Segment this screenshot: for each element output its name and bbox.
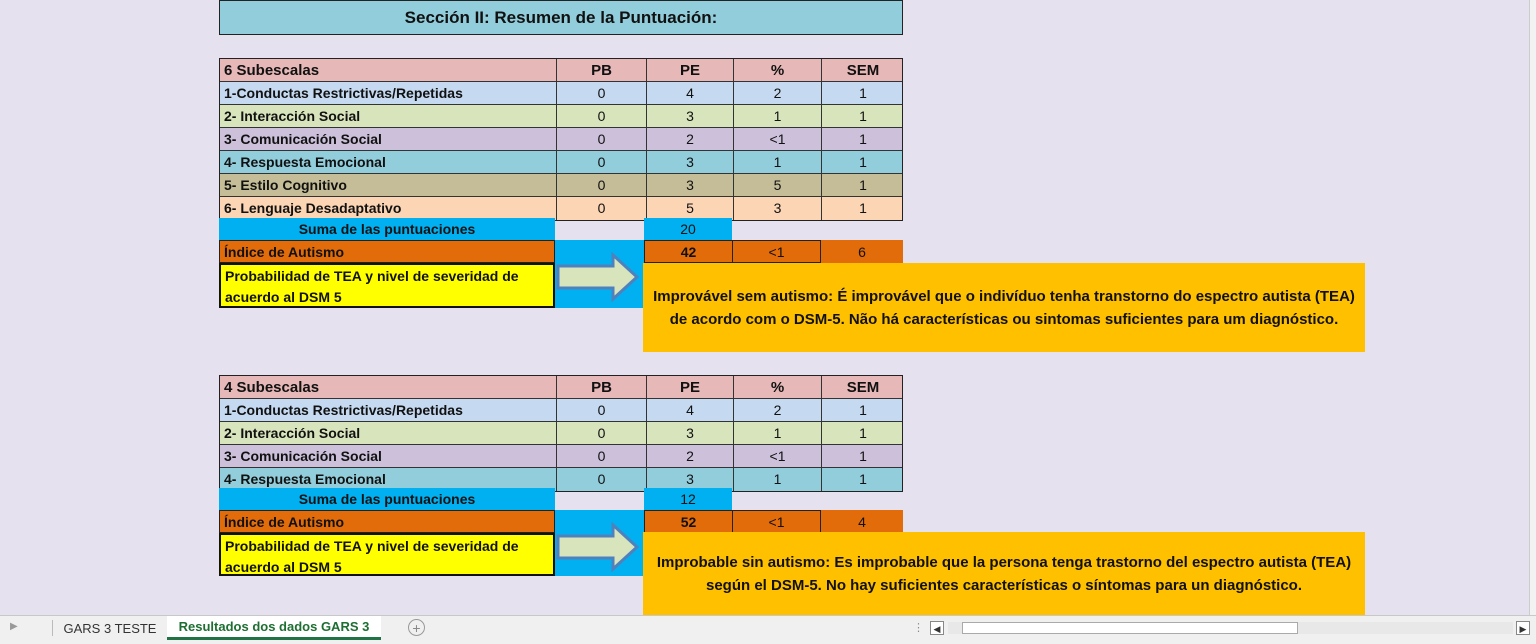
row-pct[interactable]: 2	[773, 402, 782, 418]
tab-scroll-left-icon[interactable]: ▶	[10, 621, 18, 632]
row-sem[interactable]: 1	[859, 200, 867, 216]
row-pct[interactable]: 1	[773, 108, 782, 124]
row-pct[interactable]: 2	[773, 85, 782, 101]
probability-label[interactable]: Probabilidad de TEA y nivel de severidad de acuerdo al DSM 5	[219, 263, 555, 308]
row-pe[interactable]: 4	[686, 85, 694, 101]
table-row	[220, 445, 902, 468]
table-header-row	[220, 376, 902, 399]
row-label[interactable]: 3- Comunicación Social	[224, 448, 382, 464]
table-row	[220, 399, 902, 422]
row-sem[interactable]: 1	[859, 448, 867, 464]
horizontal-scrollbar-track[interactable]	[948, 622, 1513, 634]
row-pb[interactable]: 0	[597, 177, 606, 193]
probability-label[interactable]: Probabilidad de TEA y nivel de severidad de acuerdo al DSM 5	[219, 533, 555, 576]
row-label[interactable]: 6- Lenguaje Desadaptativo	[224, 200, 402, 216]
row-sem[interactable]: 1	[859, 154, 867, 170]
header-sem[interactable]: SEM	[846, 61, 880, 79]
row-pe[interactable]: 2	[686, 131, 694, 147]
row-pb[interactable]: 0	[597, 425, 606, 441]
index-pct[interactable]: <1	[732, 510, 821, 533]
table-row	[220, 82, 902, 105]
table-row	[220, 105, 902, 128]
row-sem[interactable]: 1	[859, 131, 867, 147]
row-pb[interactable]: 0	[597, 108, 606, 124]
header-pct[interactable]: %	[770, 378, 785, 396]
row-pb[interactable]: 0	[597, 154, 606, 170]
row-label[interactable]: 3- Comunicación Social	[224, 131, 382, 147]
row-pct[interactable]: 1	[773, 471, 782, 487]
right-arrow-icon	[555, 252, 645, 302]
header-pb[interactable]: PB	[591, 61, 612, 79]
row-pe[interactable]: 3	[686, 154, 694, 170]
tab-resultados[interactable]: Resultados dos dados GARS 3	[167, 616, 381, 640]
row-label[interactable]: 5- Estilo Cognitivo	[224, 177, 347, 193]
row-sem[interactable]: 1	[859, 425, 867, 441]
row-pct[interactable]: 1	[773, 154, 782, 170]
sum-value[interactable]: 12	[644, 488, 732, 510]
row-pct[interactable]: 3	[773, 200, 782, 216]
result-box: Improvável sem autismo: É improvável que o indivíduo tenha transtorno do espectro autista (TEA) de acordo com o DSM-5. Não há características ou sintomas suficientes para um diagnóstico.	[643, 263, 1365, 352]
sum-label[interactable]: Suma de las puntuaciones	[219, 488, 555, 510]
row-pct[interactable]: 5	[773, 177, 782, 193]
row-pb[interactable]: 0	[597, 85, 606, 101]
index-pct[interactable]: <1	[732, 240, 821, 263]
vertical-scrollbar[interactable]	[1529, 0, 1536, 615]
row-sem[interactable]: 1	[859, 402, 867, 418]
row-pb[interactable]: 0	[597, 471, 606, 487]
subscale-table-6	[219, 58, 903, 221]
header-pe[interactable]: PE	[679, 61, 700, 79]
header-subscales[interactable]: 6 Subescalas	[224, 61, 320, 79]
table-row	[220, 151, 902, 174]
row-label[interactable]: 1-Conductas Restrictivas/Repetidas	[224, 85, 463, 101]
add-sheet-icon[interactable]: +	[408, 619, 425, 636]
row-label[interactable]: 1-Conductas Restrictivas/Repetidas	[224, 402, 463, 418]
index-label[interactable]: Índice de Autismo	[219, 240, 555, 263]
row-sem[interactable]: 1	[859, 177, 867, 193]
table-row	[220, 128, 902, 151]
row-sem[interactable]: 1	[859, 471, 867, 487]
table-row	[220, 422, 902, 445]
row-label[interactable]: 4- Respuesta Emocional	[224, 471, 386, 487]
row-sem[interactable]: 1	[859, 85, 867, 101]
row-label[interactable]: 2- Interacción Social	[224, 425, 361, 441]
row-pb[interactable]: 0	[597, 131, 606, 147]
row-pb[interactable]: 0	[597, 200, 606, 216]
row-sem[interactable]: 1	[859, 108, 867, 124]
section-title: Sección II: Resumen de la Puntuación:	[219, 0, 903, 35]
right-arrow-icon	[555, 522, 645, 572]
result-box: Improbable sin autismo: Es improbable que la persona tenga trastorno del espectro autista (TEA) según el DSM-5. No hay suficientes características o síntomas para un diagnóstico.	[643, 532, 1365, 615]
table-header-row	[220, 59, 902, 82]
scroll-right-icon[interactable]: ▶	[1516, 621, 1530, 635]
split-handle-icon[interactable]: ⋮	[913, 622, 924, 634]
row-label[interactable]: 4- Respuesta Emocional	[224, 154, 386, 170]
sum-label[interactable]: Suma de las puntuaciones	[219, 218, 555, 240]
row-pct[interactable]: <1	[769, 131, 786, 147]
row-pct[interactable]: <1	[769, 448, 786, 464]
row-pe[interactable]: 3	[686, 425, 694, 441]
horizontal-scrollbar-thumb[interactable]	[962, 622, 1298, 634]
header-pe[interactable]: PE	[679, 378, 700, 396]
row-pe[interactable]: 3	[686, 108, 694, 124]
sheet-tabs-bar	[0, 615, 1536, 644]
index-value[interactable]: 42	[644, 240, 733, 263]
header-sem[interactable]: SEM	[846, 378, 880, 396]
row-pe[interactable]: 2	[686, 448, 694, 464]
row-pe[interactable]: 4	[686, 402, 694, 418]
index-value[interactable]: 52	[644, 510, 733, 533]
row-label[interactable]: 2- Interacción Social	[224, 108, 361, 124]
subscale-table-4	[219, 375, 903, 492]
table-row	[220, 197, 902, 220]
tab-divider	[52, 620, 53, 636]
header-pct[interactable]: %	[770, 61, 785, 79]
row-pe[interactable]: 3	[686, 471, 694, 487]
row-pe[interactable]: 3	[686, 177, 694, 193]
tab-gars3-teste[interactable]: GARS 3 TESTE	[63, 620, 157, 636]
header-pb[interactable]: PB	[591, 378, 612, 396]
row-pb[interactable]: 0	[597, 448, 606, 464]
index-sem[interactable]: 4	[821, 510, 903, 533]
index-sem[interactable]: 6	[821, 240, 903, 263]
row-pct[interactable]: 1	[773, 425, 782, 441]
header-subscales[interactable]: 4 Subescalas	[224, 378, 320, 396]
table-row	[220, 174, 902, 197]
scroll-left-icon[interactable]: ◀	[930, 621, 944, 635]
index-label[interactable]: Índice de Autismo	[219, 510, 555, 533]
row-pe[interactable]: 5	[686, 200, 694, 216]
sum-value[interactable]: 20	[644, 218, 732, 240]
row-pb[interactable]: 0	[597, 402, 606, 418]
